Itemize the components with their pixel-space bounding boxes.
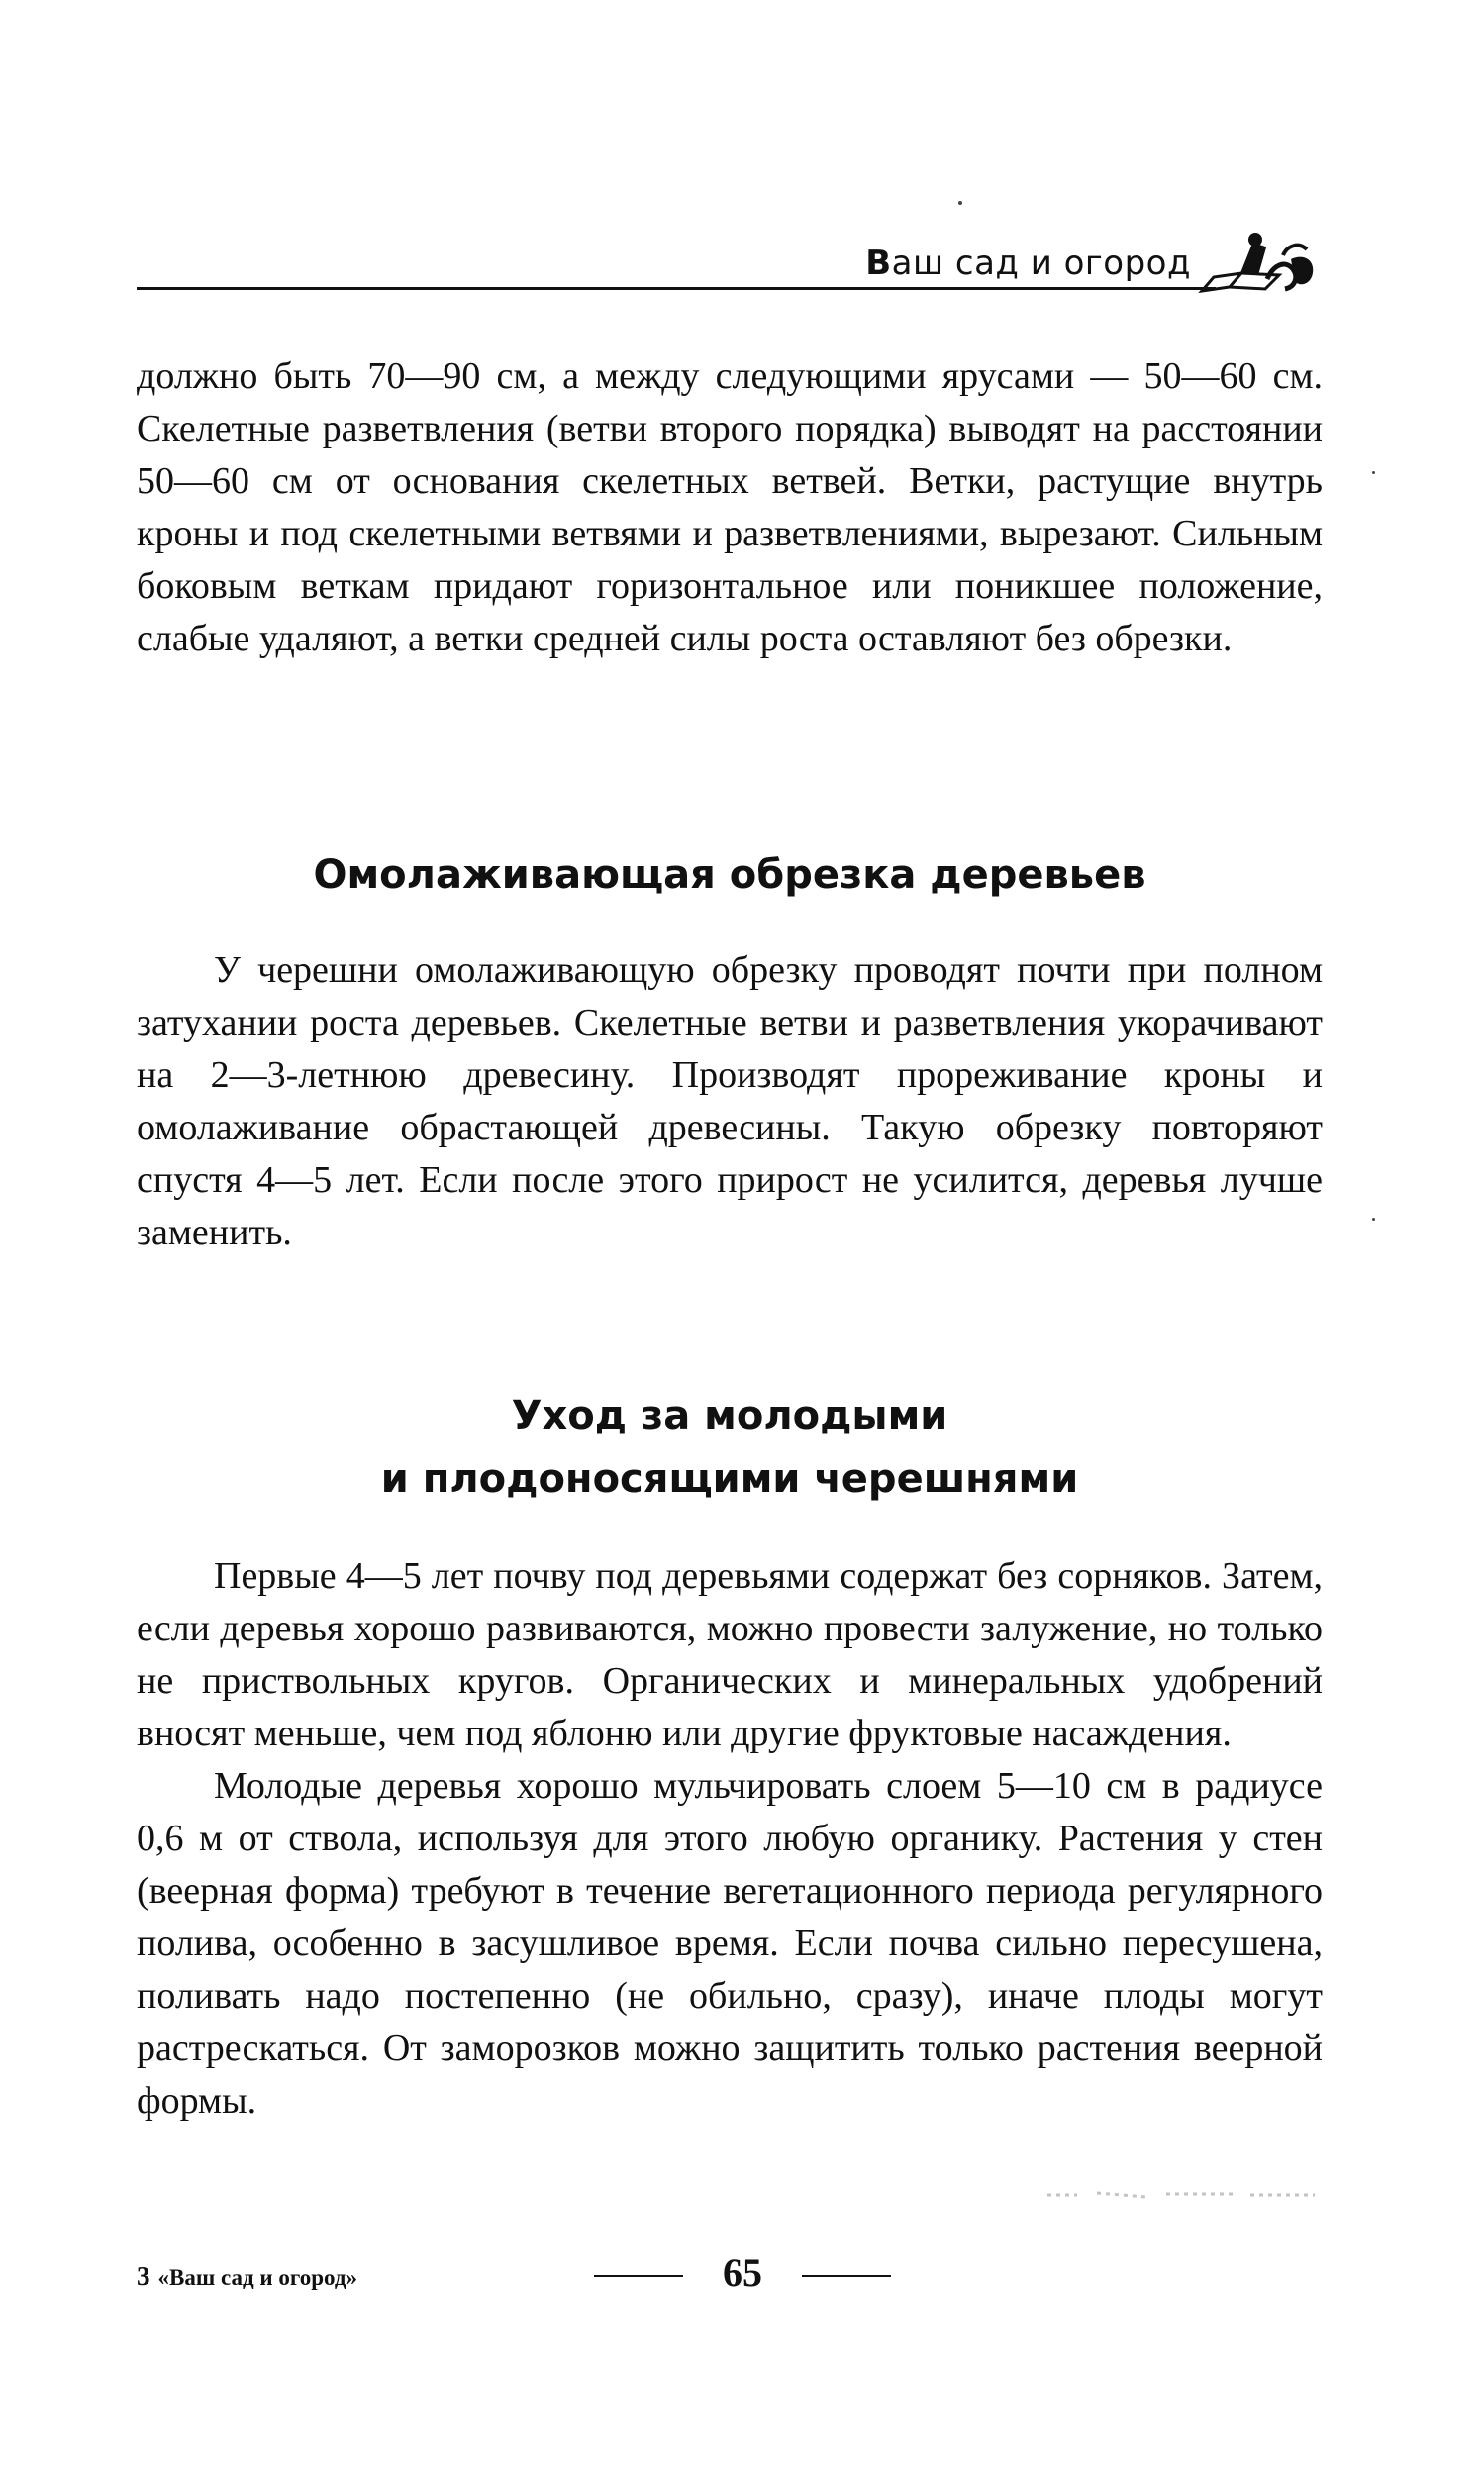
section-rejuvenating-pruning-body [137, 944, 1323, 1259]
intro-paragraph: должно быть 70—90 см, а между следующими ярусами — 50—60 см. Скелетные разветвления (ветви второго порядка) выводят на расстоянии 50—60 см от основания скелетных ветвей. Ветки, растущие внутрь кроны и под скелетными ветвями и разветвлениями, вырезают. Сильным боковым веткам придают горизонтальное или поникшее положение, слабые удаляют, а ветки средней силы роста оставляют без обрезки. [137, 355, 1323, 659]
page-number-rule-right [802, 2275, 891, 2277]
scan-artifact [1038, 2183, 1325, 2205]
page-number-block [594, 2247, 891, 2297]
section-heading-line: Уход за молодыми [511, 1393, 948, 1438]
running-header-title-initial: В [865, 244, 892, 283]
running-header-title-rest: аш сад и огород [891, 244, 1191, 283]
paragraph: У черешни омолаживающую обрезку проводят почти при полном затухании роста деревьев. Скелетные ветви и разветвления укорачивают на 2—3-летнюю древесину. Производят прореживание кроны и омолаживание обрастающей древесины. Такую обрезку повторяют спустя 4—5 лет. Если после этого прирост не усилится, деревья лучше заменить. [137, 949, 1323, 1253]
running-header [137, 230, 1325, 291]
signature-number: 3 [137, 2261, 150, 2291]
paragraph: Молодые деревья хорошо мульчировать слоем 5—10 см в радиусе 0,6 м от ствола, используя для этого любую органику. Растения у стен (веерная форма) требуют в течение вегетационного периода регулярного полива, особенно в засушливое время. Если почва сильно пересушена, поливать надо постепенно (не обильно, сразу), иначе плоды могут растрескаться. От заморозков можно защитить только растения веерной формы. [137, 1765, 1323, 2122]
page-number: 65 [723, 2250, 762, 2295]
scan-speck [1372, 1218, 1375, 1221]
running-header-title [865, 244, 1191, 283]
scan-speck [1372, 471, 1375, 474]
intro-text-block [137, 350, 1323, 665]
section-heading-line: Омолаживающая обрезка деревьев [313, 852, 1146, 898]
section-care-of-cherries-body [137, 1550, 1323, 2127]
footer-signature [137, 2261, 357, 2292]
scan-speck [958, 201, 962, 205]
signature-title: «Ваш сад и огород» [157, 2265, 358, 2290]
section-heading-care-of-cherries [137, 1384, 1323, 1511]
header-rule [137, 287, 1216, 290]
section-heading-rejuvenating-pruning [137, 843, 1323, 907]
section-heading-line: и плодоносящими черешнями [380, 1456, 1079, 1502]
paragraph: Первые 4—5 лет почву под деревьями содержат без сорняков. Затем, если деревья хорошо развиваются, можно провести залужение, но только не приствольных кругов. Органических и минеральных удобрений вносят меньше, чем под яблоню или другие фруктовые насаждения. [137, 1555, 1323, 1754]
